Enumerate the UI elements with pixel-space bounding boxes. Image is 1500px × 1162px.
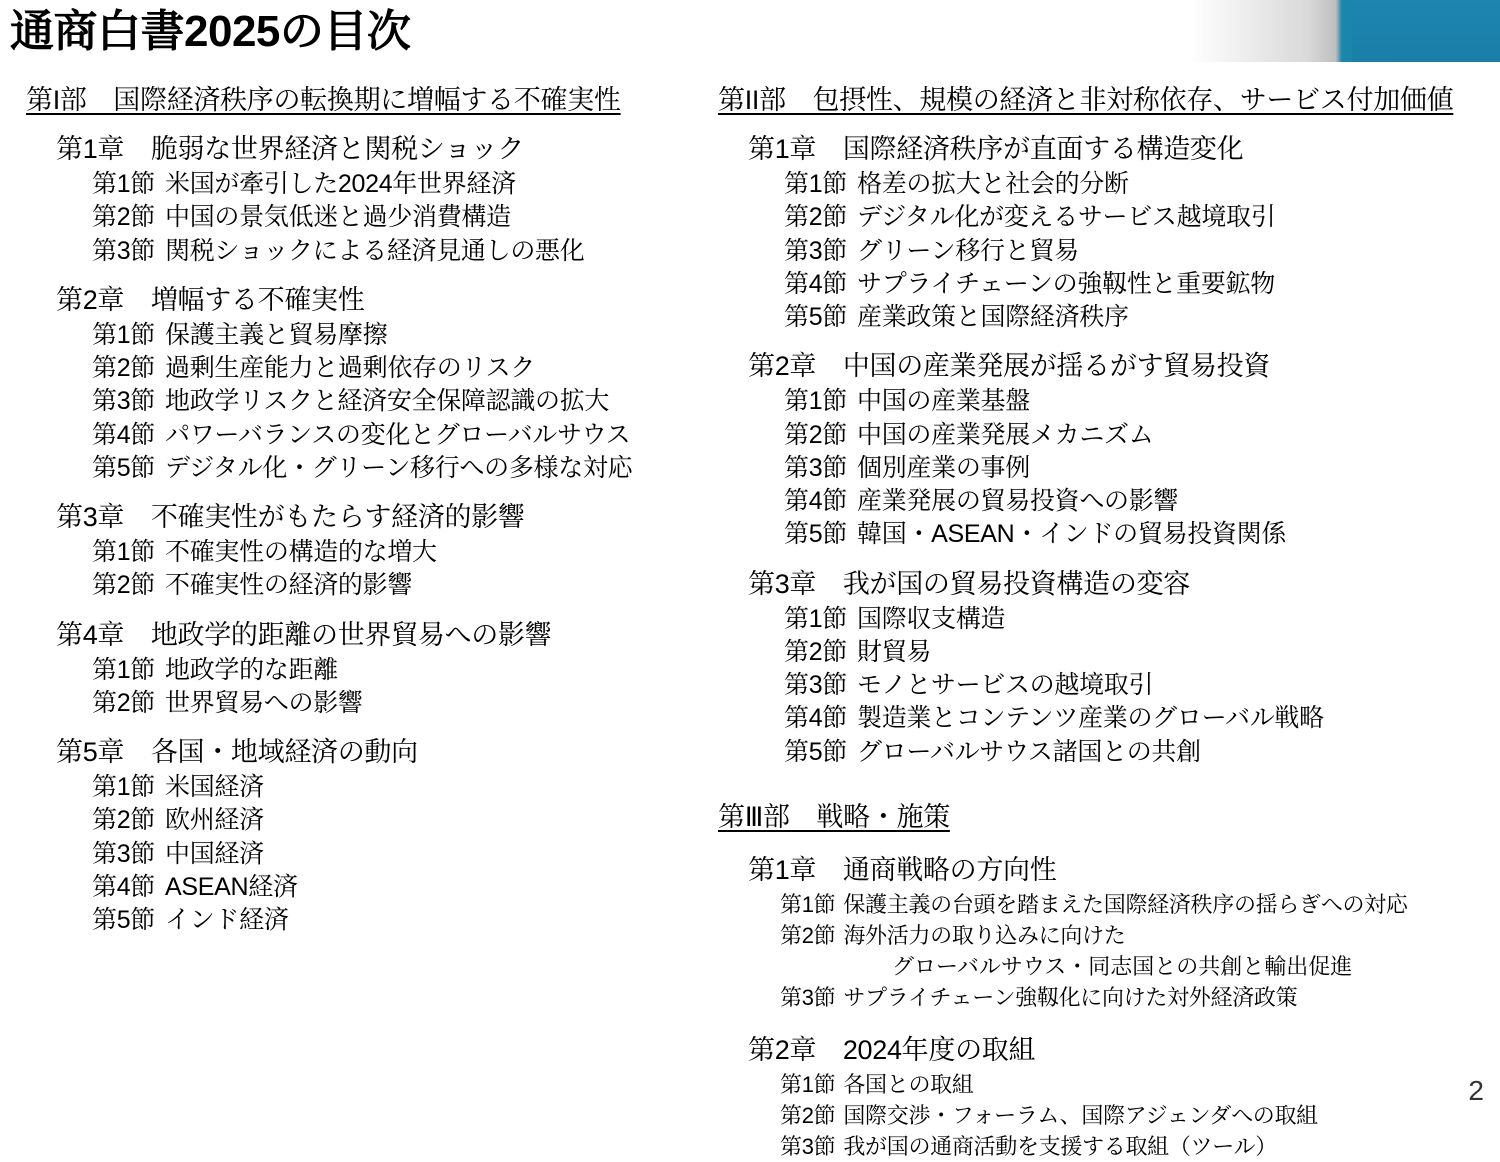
section-item bbox=[784, 485, 1498, 518]
chapter-heading: 第1章 通商戦略の方向性 bbox=[748, 854, 1057, 885]
section-item bbox=[780, 1069, 1498, 1100]
section-number: 第3節 bbox=[784, 671, 848, 699]
section-title: 欧州経済 bbox=[165, 806, 264, 835]
section-item bbox=[92, 904, 726, 937]
section-title: デジタル化・グリーン移行への多様な対応 bbox=[165, 453, 633, 482]
section-title: 中国の産業発展メカニズム bbox=[857, 420, 1154, 449]
section-item bbox=[780, 920, 1498, 951]
section-item bbox=[784, 385, 1498, 418]
section-number: 第2節 bbox=[92, 806, 156, 835]
section-item bbox=[92, 201, 726, 234]
section-number: 第1節 bbox=[784, 387, 848, 416]
chapter-group bbox=[26, 495, 726, 603]
section-number: 第4節 bbox=[92, 420, 156, 449]
section-number: 第1節 bbox=[780, 1071, 836, 1097]
chapter-group bbox=[718, 127, 1498, 334]
section-title: 中国経済 bbox=[165, 839, 264, 868]
section-number: 第3節 bbox=[92, 387, 156, 416]
section-title: パワーバランスの変化とグローバルサウス bbox=[165, 420, 631, 449]
section-title: 不確実性の経済的影響 bbox=[165, 571, 413, 600]
section-title: 韓国・ASEAN・インドの貿易投資関係 bbox=[857, 520, 1287, 549]
section-title: ASEAN経済 bbox=[165, 872, 298, 901]
section-item bbox=[92, 871, 726, 904]
section-number: 第1節 bbox=[92, 170, 156, 198]
section-title: デジタル化が変えるサービス越境取引 bbox=[857, 203, 1276, 232]
section-title: 製造業とコンテンツ産業のグローバル戦略 bbox=[857, 704, 1324, 733]
section-number: 第3節 bbox=[780, 1134, 836, 1160]
chapter-group bbox=[26, 613, 726, 721]
section-title: 各国との取組 bbox=[843, 1071, 974, 1097]
section-number: 第3節 bbox=[784, 236, 848, 265]
section-title: 個別産業の事例 bbox=[857, 453, 1030, 482]
section-item bbox=[92, 838, 726, 871]
section-number: 第2節 bbox=[92, 203, 156, 232]
section-number: 第2節 bbox=[784, 203, 848, 232]
section-title: 地政学的な距離 bbox=[165, 655, 338, 684]
section-item bbox=[784, 603, 1498, 636]
section-item bbox=[92, 536, 726, 569]
chapter-heading: 第4章 地政学的距離の世界貿易への影響 bbox=[56, 619, 552, 650]
section-title: 産業発展の貿易投資への影響 bbox=[857, 487, 1179, 515]
decorative-accent-block bbox=[1352, 0, 1500, 62]
section-title: グリーン移行と貿易 bbox=[857, 236, 1079, 265]
chapter-group bbox=[718, 1028, 1498, 1162]
section-title: 過剰生産能力と過剰依存のリスク bbox=[165, 354, 536, 382]
section-title: グローバルサウス諸国との共創 bbox=[857, 737, 1201, 766]
chapter-heading: 第2章 2024年度の取組 bbox=[748, 1034, 1036, 1065]
section-item bbox=[92, 385, 726, 418]
section-item bbox=[780, 1131, 1498, 1162]
chapter-group bbox=[26, 278, 726, 485]
section-title: 財貿易 bbox=[857, 637, 932, 666]
section-number: 第1節 bbox=[92, 538, 156, 566]
section-item bbox=[92, 654, 726, 687]
section-number: 第2節 bbox=[784, 420, 848, 449]
section-title: サプライチェーンの強靱性と重要鉱物 bbox=[857, 269, 1275, 298]
section-item bbox=[784, 518, 1498, 551]
chapter-heading: 第1章 国際経済秩序が直面する構造変化 bbox=[748, 134, 1244, 164]
toc-column-right bbox=[718, 78, 1498, 1162]
section-item bbox=[784, 736, 1498, 769]
section-title: 米国が牽引した2024年世界経済 bbox=[165, 170, 516, 198]
part-heading-3: 第Ⅲ部 戦略・施策 bbox=[718, 801, 950, 832]
section-item bbox=[784, 268, 1498, 301]
section-title: 海外活力の取り込みに向けた bbox=[843, 922, 1126, 948]
section-title: 保護主義と貿易摩擦 bbox=[165, 320, 388, 349]
section-title-continuation: グローバルサウス・同志国との共創と輸出促進 bbox=[892, 954, 1353, 980]
section-title: 関税ショックによる経済見通しの悪化 bbox=[165, 236, 585, 265]
section-item bbox=[92, 687, 726, 720]
section-number: 第2節 bbox=[780, 1102, 836, 1128]
section-title: 国際交渉・フォーラム、国際アジェンダへの取組 bbox=[843, 1102, 1318, 1128]
chapter-heading: 第3章 不確実性がもたらす経済的影響 bbox=[56, 502, 525, 532]
section-title: 地政学リスクと経済安全保障認識の拡大 bbox=[165, 387, 610, 416]
section-number: 第1節 bbox=[92, 320, 156, 349]
section-item bbox=[784, 636, 1498, 669]
section-item bbox=[784, 669, 1498, 702]
page-title: 通商白書2025の目次 bbox=[10, 7, 411, 56]
chapter-heading: 第2章 中国の産業発展が揺るがす貿易投資 bbox=[748, 351, 1271, 382]
section-number: 第5節 bbox=[784, 303, 848, 331]
section-number: 第1節 bbox=[784, 170, 848, 198]
chapter-group bbox=[26, 127, 726, 268]
section-number: 第2節 bbox=[92, 354, 156, 382]
section-title: 不確実性の構造的な増大 bbox=[165, 538, 437, 566]
section-number: 第1節 bbox=[780, 891, 836, 917]
section-number: 第4節 bbox=[784, 704, 848, 733]
section-item bbox=[784, 452, 1498, 485]
section-number: 第5節 bbox=[784, 520, 848, 549]
chapter-heading: 第2章 増幅する不確実性 bbox=[56, 284, 365, 315]
section-item bbox=[92, 352, 726, 385]
section-item bbox=[92, 569, 726, 602]
section-number: 第2節 bbox=[92, 571, 156, 600]
section-number: 第3節 bbox=[784, 453, 848, 482]
section-number: 第1節 bbox=[92, 655, 156, 684]
section-number: 第5節 bbox=[784, 737, 848, 766]
section-number: 第3節 bbox=[780, 985, 836, 1011]
section-item bbox=[92, 235, 726, 268]
section-number: 第2節 bbox=[784, 637, 848, 666]
section-title: 国際収支構造 bbox=[857, 604, 1006, 633]
chapter-group bbox=[718, 562, 1498, 769]
section-number: 第2節 bbox=[780, 922, 836, 948]
section-item bbox=[92, 419, 726, 452]
section-title: サプライチェーン強靱化に向けた対外経済政策 bbox=[843, 985, 1298, 1011]
chapter-heading: 第1章 脆弱な世界経済と関税ショック bbox=[56, 134, 525, 164]
section-item bbox=[784, 301, 1498, 334]
section-title: 我が国の通商活動を支援する取組（ツール） bbox=[843, 1134, 1277, 1160]
section-item bbox=[784, 419, 1498, 452]
part-heading-1: 第I部 国際経済秩序の転換期に増幅する不確実性 bbox=[26, 85, 621, 115]
chapter-group bbox=[718, 848, 1498, 1014]
chapter-heading: 第3章 我が国の貿易投資構造の変容 bbox=[748, 568, 1190, 599]
section-title: 保護主義の台頭を踏まえた国際経済秩序の揺らぎへの対応 bbox=[843, 891, 1408, 917]
section-title: インド経済 bbox=[165, 906, 289, 934]
page-number: 2 bbox=[1468, 1075, 1484, 1106]
section-title: 中国の景気低迷と過少消費構造 bbox=[165, 203, 511, 232]
section-title: 世界貿易への影響 bbox=[165, 688, 363, 717]
section-title: モノとサービスの越境取引 bbox=[857, 671, 1154, 699]
section-title: 中国の産業基盤 bbox=[857, 387, 1030, 416]
part-heading-2: 第II部 包摂性、規模の経済と非対称依存、サービス付加価値 bbox=[718, 85, 1454, 115]
toc-column-left bbox=[26, 78, 726, 937]
section-number: 第1節 bbox=[92, 773, 156, 801]
section-item bbox=[784, 702, 1498, 735]
section-title: 米国経済 bbox=[165, 773, 264, 801]
section-number: 第5節 bbox=[92, 453, 156, 482]
section-item bbox=[780, 982, 1498, 1013]
section-number: 第3節 bbox=[92, 839, 156, 868]
section-item bbox=[92, 319, 726, 352]
section-item bbox=[780, 1100, 1498, 1131]
section-item bbox=[784, 235, 1498, 268]
section-item bbox=[92, 168, 726, 201]
section-number: 第1節 bbox=[784, 604, 848, 633]
chapter-group bbox=[718, 344, 1498, 551]
section-item bbox=[92, 804, 726, 837]
section-title: 格差の拡大と社会的分断 bbox=[857, 170, 1129, 198]
section-number: 第4節 bbox=[92, 872, 156, 901]
section-number: 第4節 bbox=[784, 487, 848, 515]
section-title: 産業政策と国際経済秩序 bbox=[857, 303, 1129, 331]
section-number: 第5節 bbox=[92, 906, 156, 934]
section-item bbox=[784, 168, 1498, 201]
section-item bbox=[92, 452, 726, 485]
section-number: 第2節 bbox=[92, 688, 156, 717]
section-number: 第4節 bbox=[784, 269, 848, 298]
chapter-heading: 第5章 各国・地域経済の動向 bbox=[56, 737, 418, 767]
section-number: 第3節 bbox=[92, 236, 156, 265]
chapter-group bbox=[26, 730, 726, 937]
section-item bbox=[92, 771, 726, 804]
section-item bbox=[784, 201, 1498, 234]
section-item bbox=[780, 889, 1498, 920]
